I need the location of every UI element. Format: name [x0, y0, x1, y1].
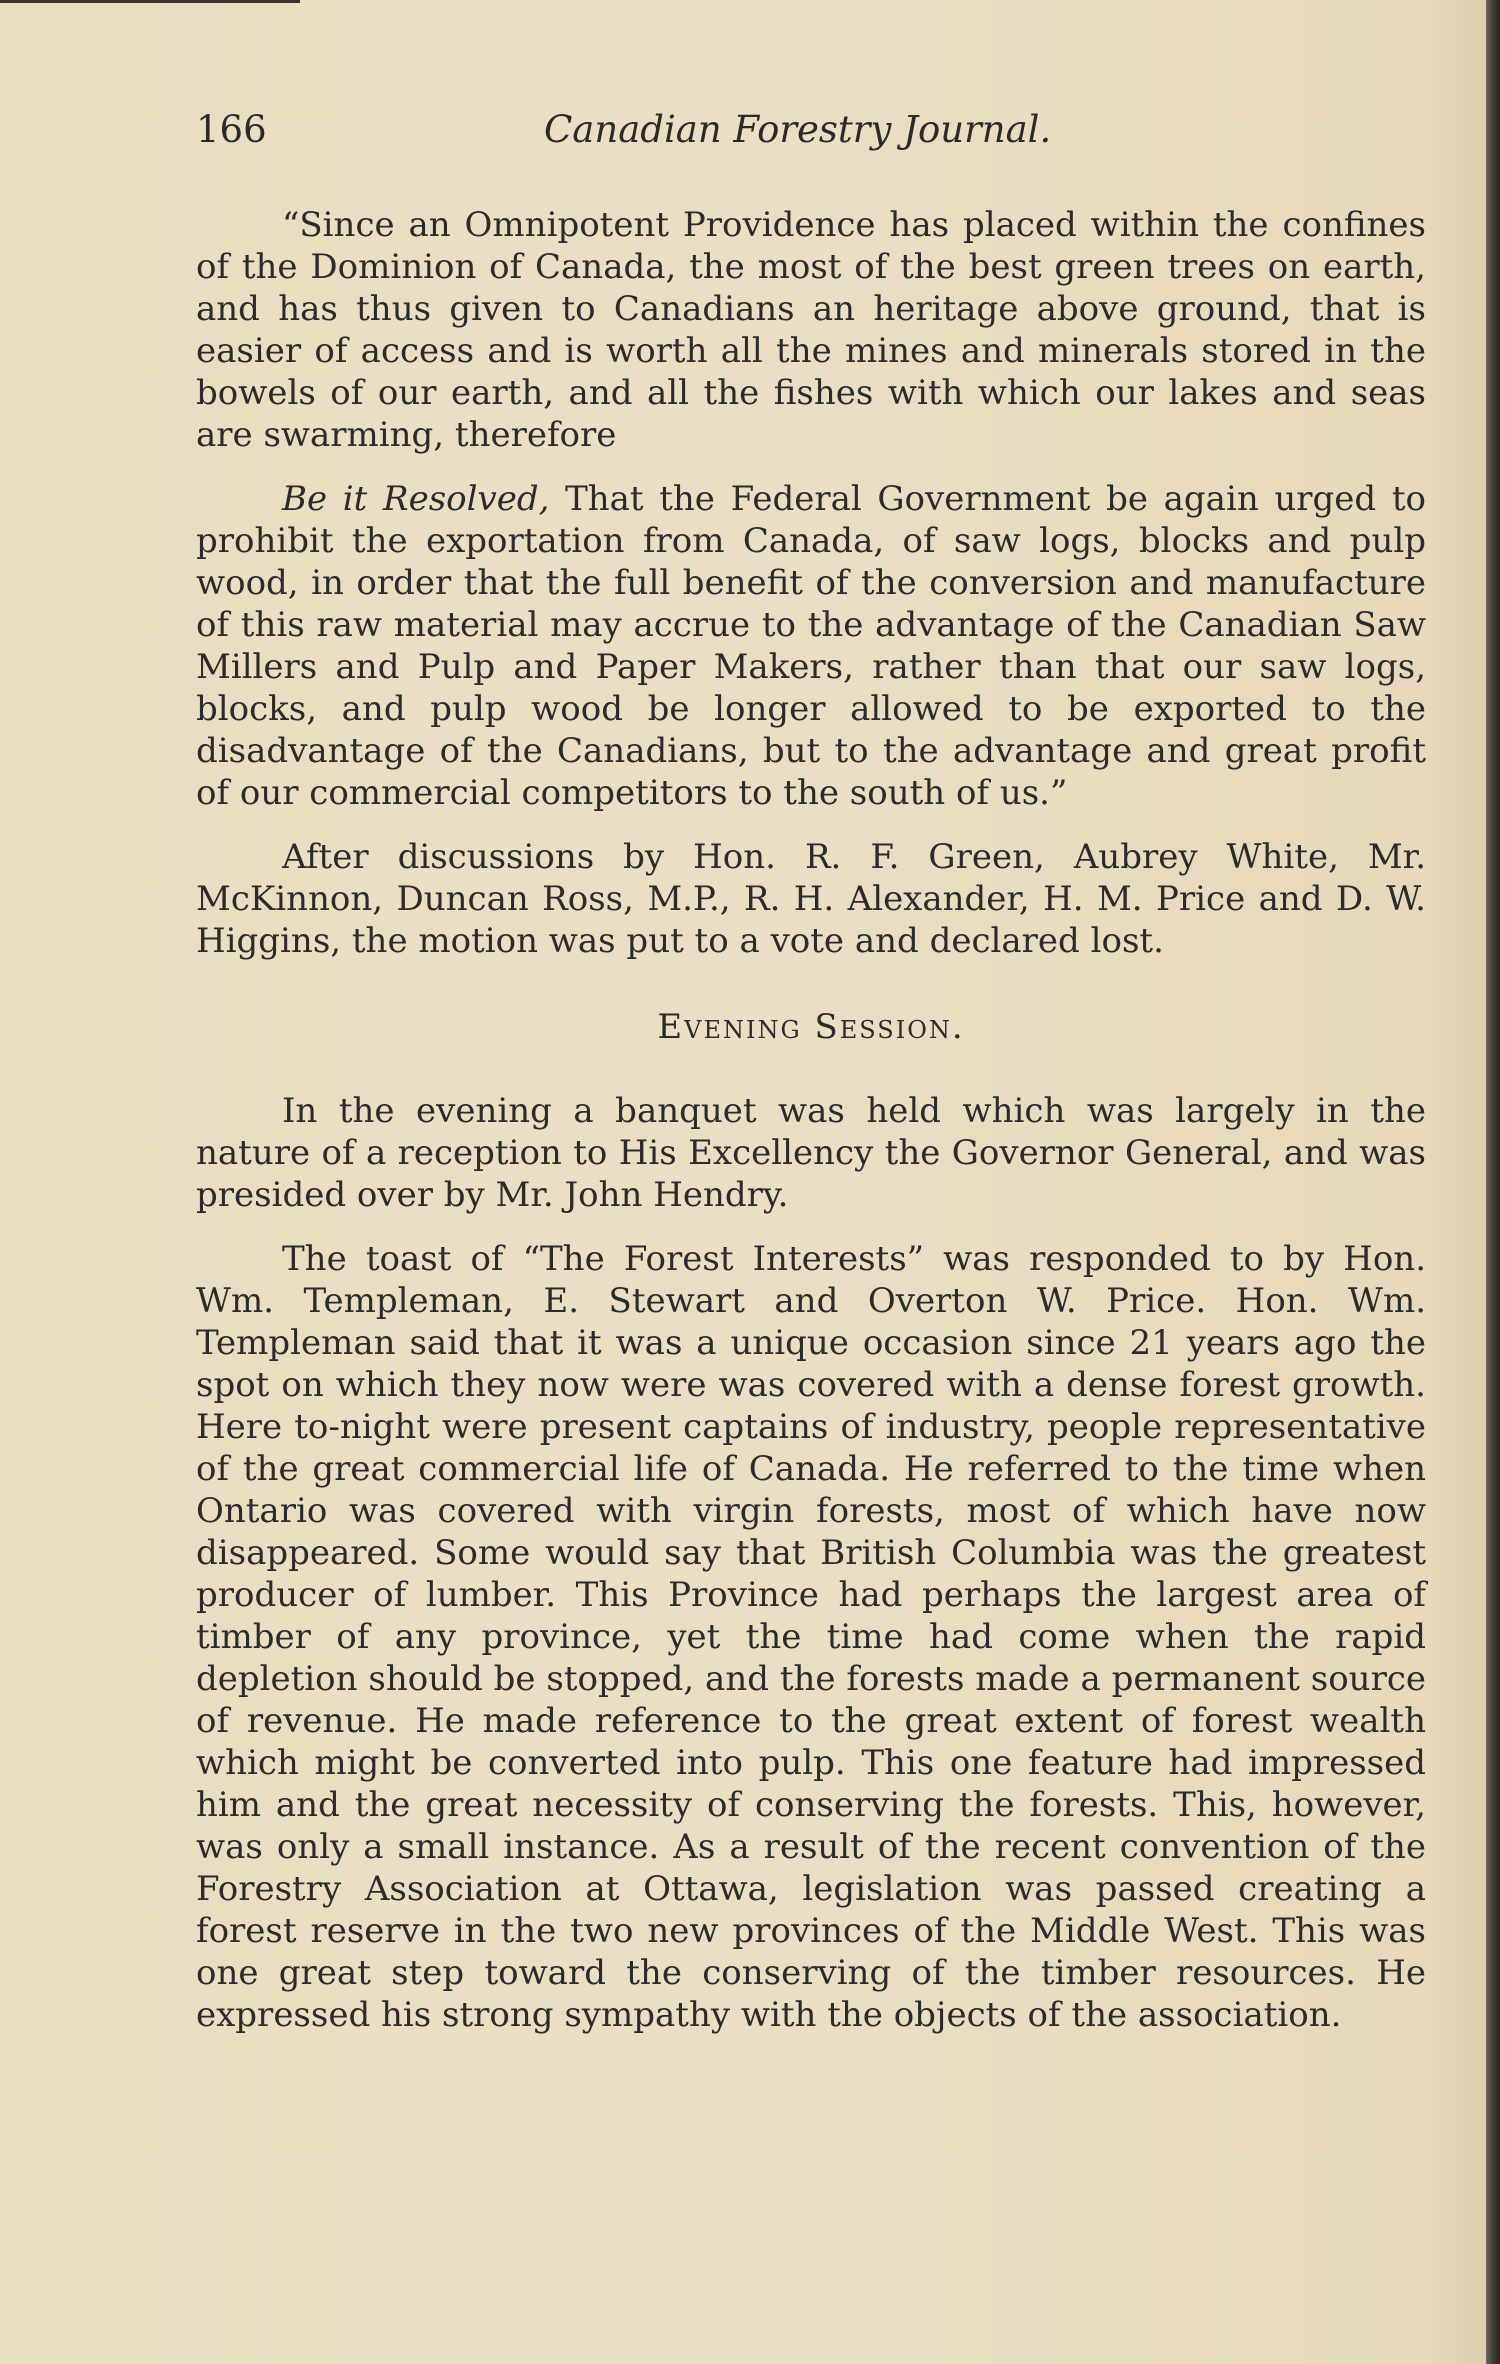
section-heading: Evening Session.	[657, 1007, 965, 1047]
paragraph-resolution-preamble: “Since an Omnipotent Providence has placed within the confines of the Dominion of Canada, the most of the best green trees on earth, and has thus given to Canadians an heritage above ground, that is easier of access and is worth all the mines and minerals stored in the bowels of our earth, and all the fishes with which our lakes and seas are swarming, therefore	[196, 205, 1426, 455]
paragraph-banquet: In the evening a banquet was held which was largely in the nature of a reception to His Excellency the Governor General, and was presided over by Mr. John Hendry.	[196, 1091, 1426, 1215]
paragraph-discussion: After discussions by Hon. R. F. Green, Aubrey White, Mr. McKinnon, Duncan Ross, M.P., R. H. Alexander, H. M. Price and D. W. Higgins, the motion was put to a vote and declared lost.	[196, 837, 1426, 961]
resolution-text: That the Federal Government be again urged to prohibit the exportation from Canada, of saw logs, blocks and pulp wood, in order that the full benefit of the conversion and manufacture of this raw material may accrue to the advantage of the Canadian Saw Millers and Pulp and Paper Makers, rather than that our saw logs, blocks, and pulp wood be longer allowed to be exported to the disadvantage of the Canadians, but to the advantage and great profit of our commercial competitors to the south of us.”	[196, 479, 1426, 813]
binding-edge	[1486, 0, 1500, 2364]
page-number: 166	[196, 108, 267, 151]
running-head	[196, 108, 1096, 168]
paragraph-resolution	[196, 478, 1426, 814]
resolved-lead: Be it Resolved,	[282, 479, 550, 519]
body-text	[196, 204, 1426, 2036]
journal-title: Canadian Forestry Journal.	[544, 108, 1052, 151]
paragraph-toast: The toast of “The Forest Interests” was responded to by Hon. Wm. Templeman, E. Stewart and Overton W. Price. Hon. Wm. Templeman said that it was a unique occasion since 21 years ago the spot on which they now were was covered with a dense forest growth. Here to-night were present captains of industry, people representative of the great commercial life of Canada. He referred to the time when Ontario was covered with virgin forests, most of which have now disappeared. Some would say that British Columbia was the greatest producer of lumber. This Province had perhaps the largest area of timber of any province, yet the time had come when the rapid depletion should be stopped, and the forests made a permanent source of revenue. He made reference to the great extent of forest wealth which might be converted into pulp. This one feature had impressed him and the great necessity of conserving the forests. This, however, was only a small instance. As a result of the recent convention of the Forestry Association at Ottawa, legislation was passed creating a forest reserve in the two new provinces of the Middle West. This was one great step toward the conserving of the timber resources. He expressed his strong sympathy with the objects of the association.	[196, 1239, 1426, 2035]
page-top-edge	[0, 0, 300, 3]
